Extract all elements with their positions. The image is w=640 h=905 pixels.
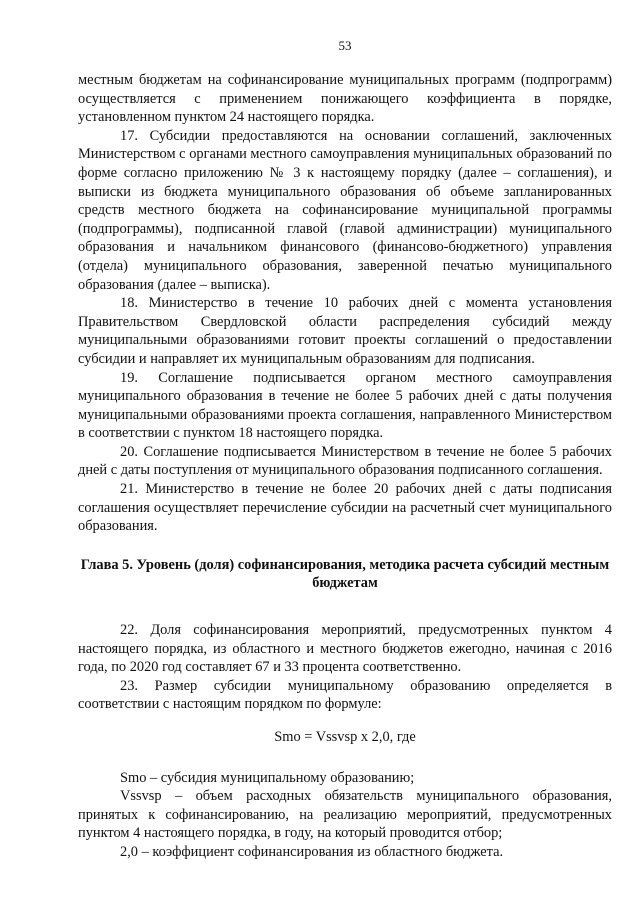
definitions [78,769,612,862]
paragraph-17: 17. Субсидии предоставляются на основании соглашений, заключенных Министерством с органами местного самоуправления муниципальных образований по форме согласно приложению № 3 к настоящему порядку (далее – соглашения), и выписки из бюджета муниципального образования об объеме запланированных средств местного бюджета на софинансирование муниципальной программы (подпрограммы), подписанной главой (главой администрации) муниципального образования и начальником финансового (финансово-бюджетного) управления (отдела) муниципального образования, заверенной печатью муниципального образования (далее – выписка). [78,127,612,293]
definition-coefficient: 2,0 – коэффициент софинансирования из областного бюджета. [120,843,504,860]
paragraph-19: 19. Соглашение подписывается органом местного самоуправления муниципального образования в течение не более 5 рабочих дней с даты получения муниципальными образованиями проекта соглашения, направленного Министерством в соответствии с пунктом 18 настоящего порядка. [78,369,612,442]
formula: Smo = Vssvsp x 2,0, где [274,729,416,745]
paragraphs-after [78,621,612,714]
paragraph-22: 22. Доля софинансирования мероприятий, предусмотренных пунктом 4 настоящего порядка, из областного и местного бюджетов ежегодно, начиная с 2016 года, по 2020 год составляет 67 и 33 процента соответственно. [78,622,612,676]
paragraph-21: 21. Министерство в течение не более 20 рабочих дней с даты подписания соглашения осуществляет перечисление субсидии на расчетный счет муниципального образования. [78,481,612,535]
chapter-heading: Глава 5. Уровень (доля) софинансирования, методика расчета субсидий местным бюджетам [80,556,610,592]
definition-vssvsp: Vssvsp – объем расходных обязательств муниципального образования, принятых к софинансированию, на реализацию мероприятий, предусмотренных пунктом 4 настоящего порядка, в году, на который проводится отбор; [78,788,612,842]
definition-smo: Smo – субсидия муниципальному образованию; [120,769,415,786]
paragraph-23: 23. Размер субсидии муниципальному образованию определяется в соответствии с настоящим порядком по формуле: [78,677,612,713]
paragraph-18: 18. Министерство в течение 10 рабочих дней с момента установления Правительством Свердловской области распределения субсидий между муниципальными образованиями готовит проекты соглашений о предоставлении субсидии и направляет их муниципальным образованиям для подписания. [78,295,612,367]
paragraph-20: 20. Соглашение подписывается Министерством в течение не более 5 рабочих дней с даты поступления от муниципального образования подписанного соглашения. [78,443,612,479]
paragraphs-before [78,71,612,536]
page-number: 53 [338,38,352,53]
paragraph-continuation: местным бюджетам на софинансирование муниципальных программ (подпрограмм) осуществляется с применением понижающего коэффициента в порядке, установленном пунктом 24 настоящего порядка. [78,72,612,126]
